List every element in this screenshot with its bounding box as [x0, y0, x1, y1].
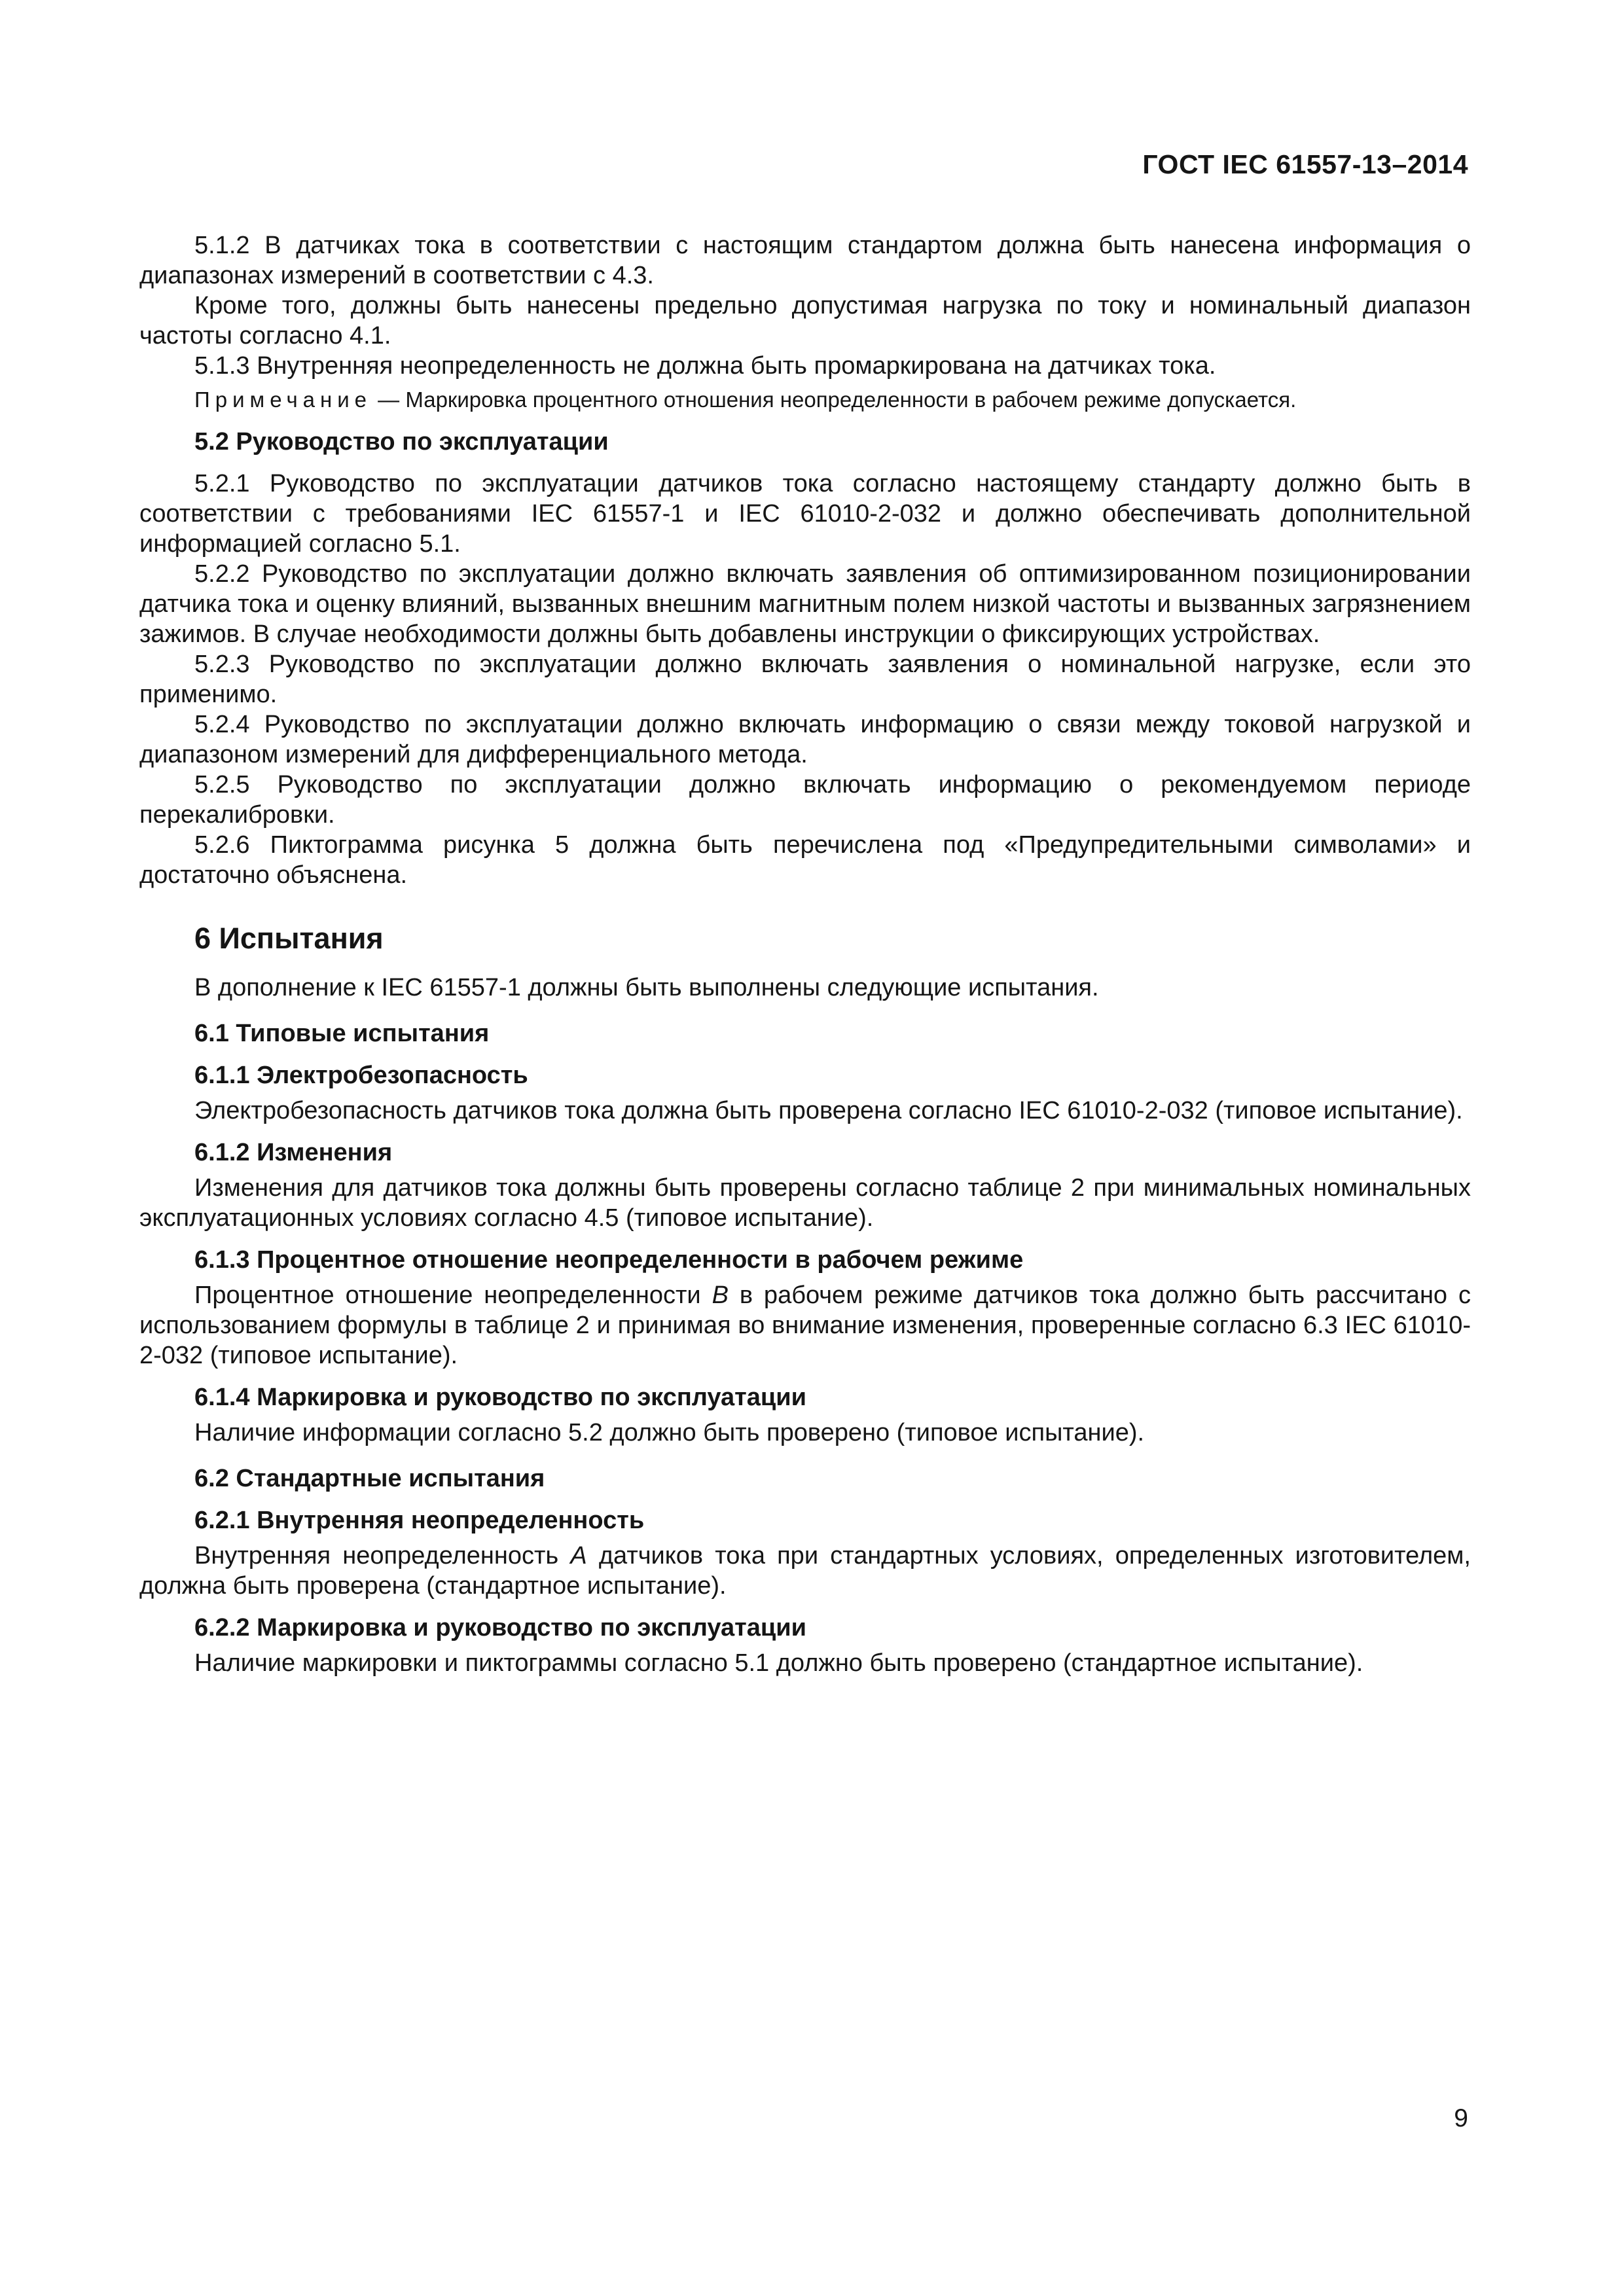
paragraph-5-2-3: 5.2.3 Руководство по эксплуатации должно включать заявления о номинальной нагрузке, если это применимо.: [139, 651, 1471, 708]
paragraph-6-2-1-text-b: датчиков тока при стандартных условиях, определенных изготовителем, должна быть проверена (стандартное испытание).: [139, 1542, 1471, 1600]
paragraph-6-1-1: Электробезопасность датчиков тока должна быть проверена согласно IEC 61010-2-032 (типовое испытание).: [194, 1097, 1463, 1124]
variable-a: A: [570, 1542, 587, 1570]
paragraph-5-2-1: 5.2.1 Руководство по эксплуатации датчиков тока согласно настоящему стандарту должно быть в соответствии с требованиями IEC 61557-1 и IEC 61010-2-032 и должно обеспечивать дополнительной информацией согласно 5.1.: [139, 470, 1471, 558]
paragraph-5-1-3: 5.1.3 Внутренняя неопределенность не должна быть промаркирована на датчиках тока.: [194, 352, 1216, 380]
paragraph-6-1-4: Наличие информации согласно 5.2 должно быть проверено (типовое испытание).: [194, 1419, 1145, 1446]
paragraph-6-intro: В дополнение к IEC 61557-1 должны быть выполнены следующие испытания.: [194, 974, 1099, 1001]
note: [139, 385, 1471, 415]
heading-5-2: 5.2 Руководство по эксплуатации: [194, 428, 609, 456]
heading-6-1-2: 6.1.2 Изменения: [194, 1139, 393, 1166]
document-body: [139, 230, 1471, 1678]
heading-6-1-4: 6.1.4 Маркировка и руководство по эксплуатации: [194, 1384, 807, 1411]
heading-6: 6 Испытания: [194, 922, 384, 955]
paragraph-5-2-2: 5.2.2 Руководство по эксплуатации должно включать заявления об оптимизированном позиционировании датчика тока и оценку влияний, вызванных внешним магнитным полем низкой частоты и вызванных загрязнением зажимов. В случае необходимости должны быть добавлены инструкции о фиксирующих устройствах.: [139, 560, 1471, 648]
paragraph-6-1-3-text-a: Процентное отношение неопределенности: [194, 1282, 712, 1309]
paragraph-6-1-3: [139, 1280, 1471, 1371]
note-text: — Маркировка процентного отношения неопределенности в рабочем режиме допускается.: [372, 387, 1297, 412]
heading-6-1-1: 6.1.1 Электробезопасность: [194, 1062, 528, 1089]
heading-6-2-2: 6.2.2 Маркировка и руководство по эксплуатации: [194, 1614, 807, 1641]
paragraph-6-2-1-text-a: Внутренняя неопределенность: [194, 1542, 571, 1570]
paragraph-5-2-4: 5.2.4 Руководство по эксплуатации должно включать информацию о связи между токовой нагрузкой и диапазоном измерений для дифференциального метода.: [139, 711, 1471, 768]
paragraph-6-1-2: Изменения для датчиков тока должны быть проверены согласно таблице 2 при минимальных номинальных эксплуатационных условиях согласно 4.5 (типовое испытание).: [139, 1174, 1471, 1232]
paragraph-5-2-5: 5.2.5 Руководство по эксплуатации должно включать информацию о рекомендуемом периоде перекалибровки.: [139, 771, 1471, 829]
note-label: Примечание: [194, 387, 372, 412]
heading-6-2: 6.2 Стандартные испытания: [194, 1465, 545, 1492]
paragraph-5-1-2-cont: Кроме того, должны быть нанесены предельно допустимая нагрузка по току и номинальный диапазон частоты согласно 4.1.: [139, 292, 1471, 350]
paragraph-6-1-3-text-b: в рабочем режиме датчиков тока должно быть рассчитано с использованием формулы в таблице 2 и принимая во внимание изменения, проверенные согласно 6.3 IEC 61010-2-032 (типовое испытание).: [139, 1282, 1471, 1369]
heading-6-2-1: 6.2.1 Внутренняя неопределенность: [194, 1507, 645, 1534]
variable-b: B: [712, 1282, 729, 1309]
paragraph-5-2-6: 5.2.6 Пиктограмма рисунка 5 должна быть перечислена под «Предупредительными символами» и достаточно объяснена.: [139, 831, 1471, 889]
page-number: 9: [1454, 2104, 1468, 2132]
paragraph-6-2-2: Наличие маркировки и пиктограммы согласно 5.1 должно быть проверено (стандартное испытание).: [194, 1649, 1363, 1677]
heading-6-1: 6.1 Типовые испытания: [194, 1020, 490, 1047]
paragraph-5-1-2: 5.1.2 В датчиках тока в соответствии с настоящим стандартом должна быть нанесена информация о диапазонах измерений в соответствии с 4.3.: [139, 232, 1471, 289]
document-header: ГОСТ IEC 61557-13–2014: [1142, 149, 1468, 179]
heading-6-1-3: 6.1.3 Процентное отношение неопределенности в рабочем режиме: [194, 1246, 1024, 1274]
paragraph-6-2-1: [139, 1541, 1471, 1601]
